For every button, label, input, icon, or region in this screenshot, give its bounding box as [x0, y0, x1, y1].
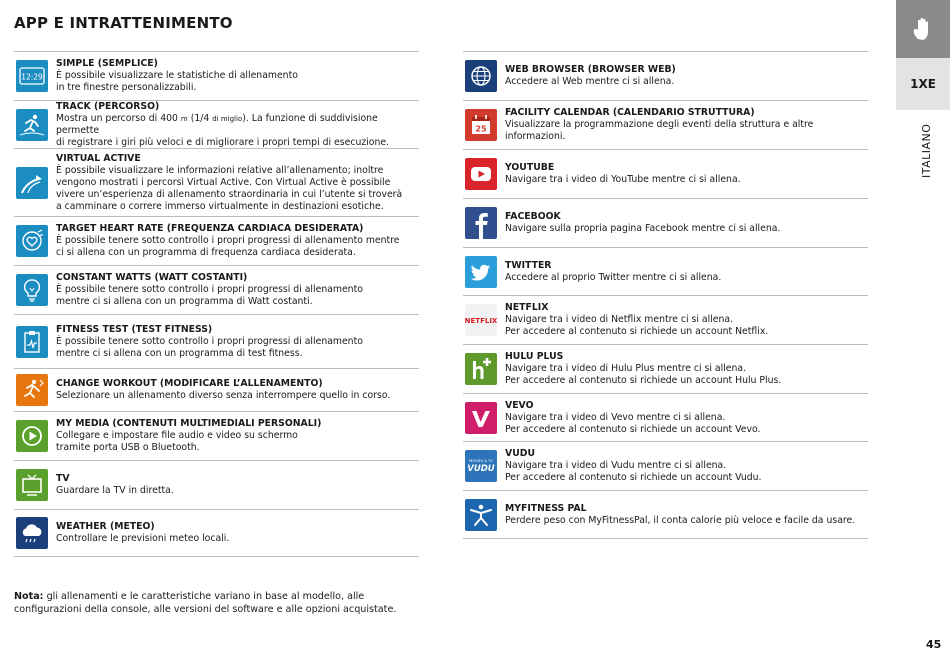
entry-title: TRACK (PERCORSO) [56, 100, 160, 112]
list-item-constant-watts [14, 265, 419, 314]
list-item-twitter [463, 247, 868, 295]
heart-target-icon [16, 225, 48, 257]
entry-description: È possibile tenere sotto controllo i propri progressi di allenamento mentre ci si allena con un programma di Watt costanti. [56, 284, 363, 307]
list-item-netflix [463, 295, 868, 344]
footnote-text: gli allenamenti e le caratteristiche variano in base al modello, alle configurazioni della console, alle versioni del software e alle opzioni acquistate. [14, 591, 397, 615]
entry-title: YOUTUBE [505, 162, 555, 173]
entry-title: WEB BROWSER (BROWSER WEB) [505, 64, 676, 75]
list-item-myfitnesspal [463, 490, 868, 539]
entry-description: È possibile tenere sotto controllo i propri progressi di allenamento mentre ci si allena con un programma di test fitness. [56, 335, 363, 359]
entry-title: TV [56, 473, 70, 484]
list-item-tv [14, 460, 419, 509]
svg-text:MOVIES & TV: MOVIES & TV [469, 459, 493, 463]
entry-title: NETFLIX [505, 302, 549, 313]
facebook-icon [465, 207, 497, 239]
weather-cloud-icon [16, 517, 48, 549]
entry-description: Controllare le previsioni meteo locali. [56, 533, 230, 544]
entry-description: È possibile visualizzare le statistiche di allenamento in tre finestre personalizzabili. [56, 70, 298, 93]
entry-title: TARGET HEART RATE (FREQUENZA CARDIACA DESIDERATA) [56, 223, 364, 234]
svg-text:25: 25 [475, 124, 487, 134]
left-column [14, 51, 419, 557]
hand-touch-icon [908, 14, 938, 44]
vudu-icon [465, 450, 497, 482]
list-item-facebook [463, 198, 868, 247]
entry-title: TWITTER [505, 259, 552, 271]
entry-title: SIMPLE (SEMPLICE) [56, 58, 158, 69]
myfitnesspal-icon [465, 499, 497, 531]
calendar-icon [465, 109, 497, 141]
entry-description: Perdere peso con MyFitnessPal, il conta calorie più veloce e facile da usare. [505, 514, 856, 526]
entry-description: Mostra un percorso di 400 m (1/4 di miglio). La funzione di suddivisione permette di registrare i giri più veloci e di migliorare i propri tempi di esecuzione. [56, 112, 390, 148]
list-item-change-workout [14, 368, 419, 411]
entry-description: Accedere al proprio Twitter mentre ci si allena. [505, 271, 722, 283]
entry-description: Guardare la TV in diretta. [56, 485, 174, 496]
entry-description: Accedere al Web mentre ci si allena. [505, 76, 675, 87]
list-item-web-browser [463, 51, 868, 100]
entry-title: MY MEDIA (CONTENUTI MULTIMEDIALI PERSONALI) [56, 418, 322, 429]
entry-title: FACEBOOK [505, 211, 561, 222]
lightbulb-icon [16, 274, 48, 306]
page-number: 45 [926, 638, 942, 651]
entry-title: CONSTANT WATTS (WATT COSTANTI) [56, 272, 248, 283]
entry-description: Navigare sulla propria pagina Facebook mentre ci si allena. [505, 223, 781, 234]
entry-description: Visualizzare la programmazione degli eventi della struttura e altre informazioni. [505, 119, 814, 142]
entry-description: Navigare tra i video di Hulu Plus mentre ci si allena. Per accedere al contenuto si richiede un account Hulu Plus. [505, 363, 782, 386]
entry-description: Navigare tra i video di YouTube mentre ci si allena. [505, 174, 741, 185]
footnote [14, 591, 434, 616]
entry-description: Navigare tra i video di Netflix mentre ci si allena. Per accedere al contenuto si richiede un account Netflix. [505, 314, 769, 337]
entry-title: MYFITNESS PAL [505, 502, 587, 514]
list-item-facility-calendar [463, 100, 868, 149]
vevo-icon [465, 402, 497, 434]
entry-title: WEATHER (METEO) [56, 521, 155, 532]
youtube-icon [465, 158, 497, 190]
tv-icon [16, 469, 48, 501]
track-runner-icon [16, 109, 48, 141]
entry-title: HULU PLUS [505, 351, 564, 362]
entry-description: Navigare tra i video di Vudu mentre ci si allena. Per accedere al contenuto si richiede un account Vudu. [505, 460, 762, 483]
list-item-simple [14, 51, 419, 100]
list-item-vevo [463, 393, 868, 441]
svg-text:VUDU: VUDU [467, 464, 495, 474]
list-item-hulu-plus [463, 344, 868, 393]
sidebar-language-label: ITALIANO [920, 123, 933, 178]
list-item-weather [14, 509, 419, 557]
play-circle-icon [16, 420, 48, 452]
list-item-my-media [14, 411, 419, 460]
entry-title: FITNESS TEST (TEST FITNESS) [56, 323, 213, 335]
clipboard-test-icon [16, 326, 48, 358]
entry-description: Navigare tra i video di Vevo mentre ci si allena. Per accedere al contenuto si richiede un account Vevo. [505, 411, 761, 435]
clock-1229-icon [16, 60, 48, 92]
right-column [463, 51, 868, 539]
entry-description: È possibile visualizzare le informazioni relative all’allenamento; inoltre vengono mostrati i percorsi Virtual Active. Con Virtual Active è possibile vivere un’esperienza di allenamento straordinaria in cui l’utente si troverà a camminare o correre immerso virtualmente in destinazioni esotiche. [56, 164, 403, 212]
hulu-plus-icon [465, 353, 497, 385]
netflix-icon [465, 304, 497, 336]
change-workout-icon [16, 374, 48, 406]
entry-title: VEVO [505, 399, 534, 411]
svg-text:NETFLIX: NETFLIX [465, 317, 497, 325]
entry-title: VUDU [505, 448, 536, 459]
list-item-track [14, 100, 419, 148]
globe-icon [465, 60, 497, 92]
entry-title: CHANGE WORKOUT (MODIFICARE L’ALLENAMENTO) [56, 378, 323, 389]
svg-text:12:29: 12:29 [21, 72, 43, 82]
sidebar-model-label: 1XE [896, 58, 950, 110]
list-item-vudu [463, 441, 868, 490]
entry-description: Collegare e impostare file audio e video su schermo tramite porta USB o Bluetooth. [56, 430, 298, 453]
entry-description: È possibile tenere sotto controllo i propri progressi di allenamento mentre ci si allena con un programma di frequenza cardiaca desiderata. [56, 235, 400, 258]
list-item-fitness-test [14, 314, 419, 368]
list-item-virtual-active [14, 148, 419, 216]
virtual-road-icon [16, 167, 48, 199]
entry-title: FACILITY CALENDAR (CALENDARIO STRUTTURA) [505, 107, 755, 118]
sidebar-hand-tab [896, 0, 950, 58]
page-title: APP E INTRATTENIMENTO [14, 14, 233, 32]
list-item-target-heart-rate [14, 216, 419, 265]
footnote-label: Nota: [14, 591, 44, 602]
entry-description: Selezionare un allenamento diverso senza interrompere quello in corso. [56, 390, 391, 401]
twitter-icon [465, 256, 497, 288]
list-item-youtube [463, 149, 868, 198]
entry-title: VIRTUAL ACTIVE [56, 152, 141, 164]
